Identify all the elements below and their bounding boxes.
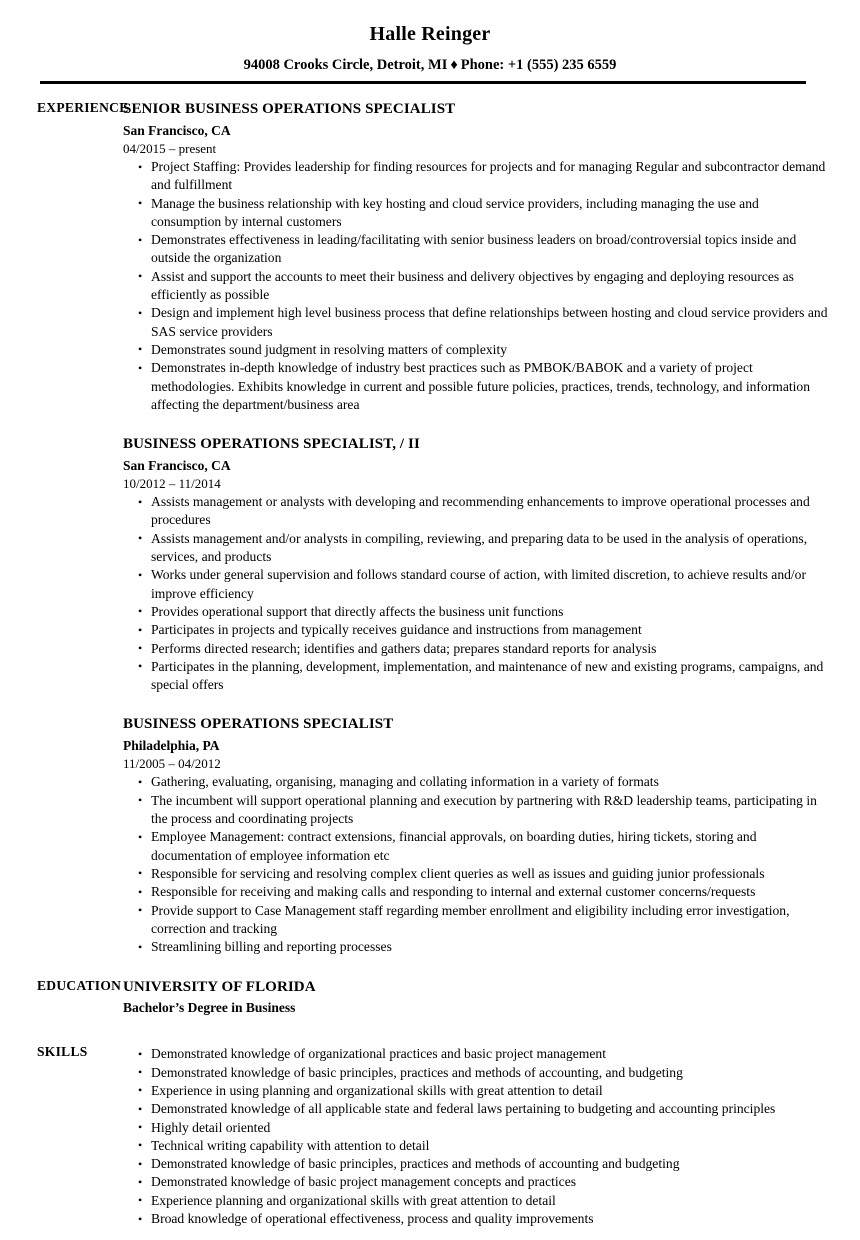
job-bullet: • Manage the business relationship with key hosting and cloud service providers, including managing the use and consumption by internal customers — [123, 195, 830, 232]
job-bullet: • Provides operational support that directly affects the business unit functions — [123, 603, 830, 621]
skills-label-col — [0, 1044, 123, 1060]
skill-bullet: • Demonstrated knowledge of basic principles, practices and methods of accounting, and budgeting — [123, 1064, 830, 1082]
skill-bullet: • Broad knowledge of operational effectiveness, process and quality improvements — [123, 1210, 830, 1228]
job-bullet: • Provide support to Case Management staff regarding member enrollment and eligibility including error investigation, correction and tracking — [123, 902, 830, 939]
job-bullet: • Design and implement high level business process that define relationships between hosting and cloud service providers and SAS service providers — [123, 304, 830, 341]
contact-phone: Phone: +1 (555) 235 6559 — [460, 57, 617, 73]
job-bullet: • Responsible for servicing and resolving complex client queries as well as issues and guiding junior professionals — [123, 865, 830, 883]
resume-header — [0, 0, 860, 84]
contact-line — [0, 55, 860, 75]
job-bullet: • Responsible for receiving and making calls and responding to internal and external customer concerns/requests — [123, 883, 830, 901]
job-location: Philadelphia, PA — [123, 738, 220, 754]
skill-bullet: • Experience planning and organizational skills with great attention to detail — [123, 1192, 830, 1210]
section-label-experience: EXPERIENCE — [37, 100, 129, 115]
job-dates: 10/2012 – 11/2014 — [123, 476, 221, 492]
job-bullet-list — [123, 773, 830, 956]
job-bullet: • Demonstrates in-depth knowledge of industry best practices such as PMBOK/BABOK and a variety of project methodologies. Exhibits knowledge in current and possible future policies, practices, trends, technology, and information affecting the department/business area — [123, 359, 830, 414]
skill-bullet: • Demonstrated knowledge of organizational practices and basic project management — [123, 1045, 830, 1063]
skills-body — [123, 1044, 860, 1228]
job-dates: 04/2015 – present — [123, 141, 217, 156]
job-bullet: • The incumbent will support operational planning and execution by partnering with R&D leadership teams, participating in the process and coordinating projects — [123, 792, 830, 829]
degree-name: Bachelor’s Degree in Business — [123, 1000, 296, 1016]
job-bullet: • Participates in projects and typically receives guidance and instructions from management — [123, 621, 830, 639]
section-label-education: EDUCATION — [37, 978, 122, 994]
education-label-col — [0, 978, 123, 994]
job-location: San Francisco, CA — [123, 123, 231, 138]
skills-bullet-list — [123, 1045, 830, 1228]
job-dates: 11/2005 – 04/2012 — [123, 756, 221, 772]
job-bullet: • Demonstrates sound judgment in resolving matters of complexity — [123, 341, 830, 359]
job-location: San Francisco, CA — [123, 458, 231, 474]
skill-bullet: • Highly detail oriented — [123, 1119, 830, 1137]
job-bullet: • Gathering, evaluating, organising, managing and collating information in a variety of formats — [123, 773, 830, 791]
skill-bullet: • Demonstrated knowledge of all applicable state and federal laws pertaining to budgeting and accounting principles — [123, 1100, 830, 1118]
job-title: SENIOR BUSINESS OPERATIONS SPECIALIST — [123, 101, 456, 117]
job-title: BUSINESS OPERATIONS SPECIALIST, / II — [123, 436, 420, 453]
skills-section — [0, 1044, 860, 1228]
experience-label-col — [0, 100, 129, 116]
job-bullet: • Assists management and/or analysts in compiling, reviewing, and preparing data to be used in the analysis of operations, services, and products — [123, 530, 830, 567]
job-bullet: • Assists management or analysts with developing and recommending enhancements to improve operational processes and procedures — [123, 493, 830, 530]
job-entry — [123, 435, 830, 694]
header-divider — [40, 81, 806, 84]
experience-body — [123, 100, 860, 956]
job-entry — [123, 715, 830, 956]
job-bullet-list — [123, 158, 830, 414]
skill-bullet: • Technical writing capability with attention to detail — [123, 1137, 830, 1155]
education-body — [123, 978, 860, 1017]
job-bullet: • Demonstrates effectiveness in leading/facilitating with senior business leaders on broad/controversial topics inside and outside the organization — [123, 231, 830, 268]
school-name: UNIVERSITY OF FLORIDA — [123, 979, 316, 996]
education-entry — [123, 978, 830, 1017]
job-entry — [123, 100, 830, 414]
candidate-name: Halle Reinger — [369, 23, 491, 45]
education-section — [0, 978, 860, 1017]
contact-address: 94008 Crooks Circle, Detroit, MI — [243, 57, 448, 73]
job-bullet: • Performs directed research; identifies and gathers data; prepares standard reports for analysis — [123, 640, 830, 658]
job-bullet: • Participates in the planning, development, implementation, and maintenance of new and existing programs, campaigns, and special offers — [123, 658, 830, 695]
job-bullet-list — [123, 493, 830, 694]
job-bullet: • Employee Management: contract extensions, financial approvals, on boarding duties, hiring tickets, storing and documentation of employee information etc — [123, 828, 830, 865]
job-bullet: • Works under general supervision and follows standard course of action, with limited discretion, to achieve results and/or improve efficiency — [123, 566, 830, 603]
experience-section — [0, 100, 860, 956]
skill-bullet: • Demonstrated knowledge of basic principles, practices and methods of accounting and budgeting — [123, 1155, 830, 1173]
diamond-separator-icon: ♦ — [450, 57, 458, 73]
section-label-skills: SKILLS — [37, 1044, 88, 1060]
job-bullet: • Streamlining billing and reporting processes — [123, 938, 830, 956]
skill-bullet: • Experience in using planning and organizational skills with great attention to detail — [123, 1082, 830, 1100]
job-bullet: • Assist and support the accounts to meet their business and delivery objectives by engaging and deploying resources as efficiently as possible — [123, 268, 830, 305]
skill-bullet: • Demonstrated knowledge of basic project management concepts and practices — [123, 1173, 830, 1191]
job-bullet: • Project Staffing: Provides leadership for finding resources for projects and for managing Regular and subcontractor demand and fulfillment — [123, 158, 830, 195]
job-title: BUSINESS OPERATIONS SPECIALIST — [123, 716, 394, 733]
